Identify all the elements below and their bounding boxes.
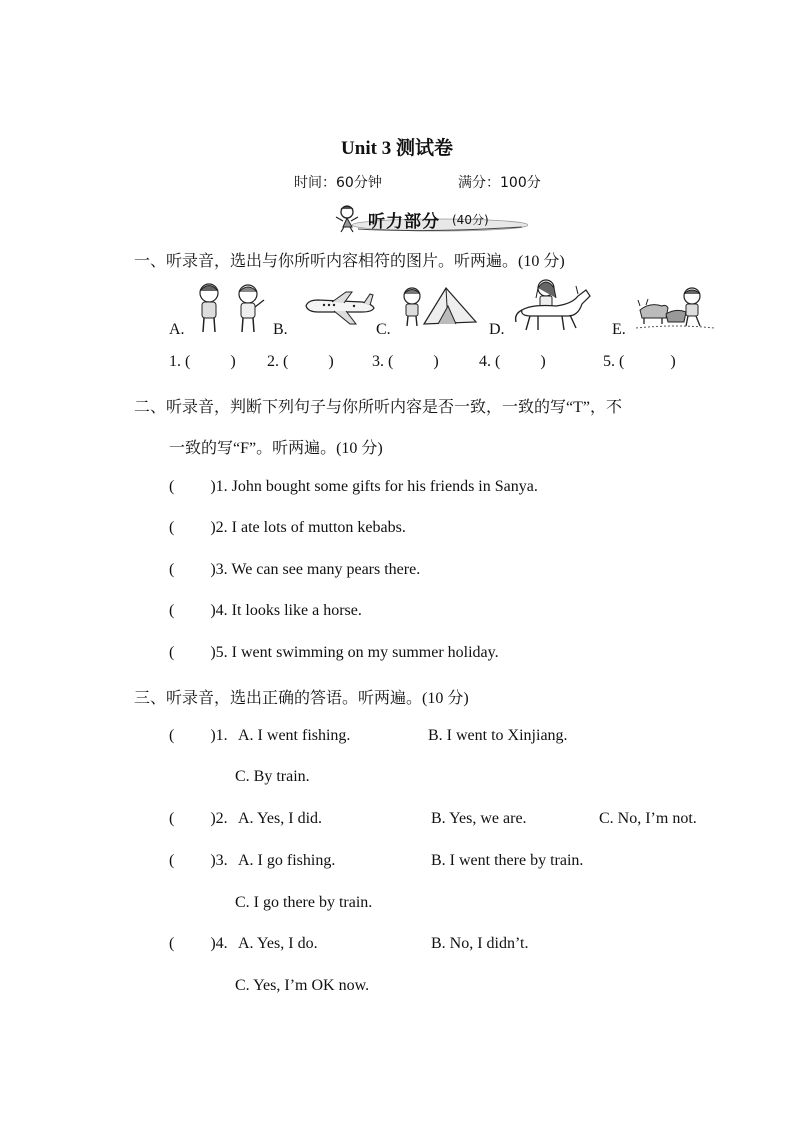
answer-blank-label: 5. ( xyxy=(603,353,625,370)
answer-blank-label: 1. ( xyxy=(169,353,191,370)
item-number: 1. xyxy=(215,727,228,744)
answer-paren[interactable]: ( ) xyxy=(169,935,216,952)
answer-blank-3[interactable]: 3. ( ) xyxy=(372,353,439,370)
true-false-item: ( )4. It looks like a horse. xyxy=(169,602,362,619)
picture-letter-c: C. xyxy=(376,321,391,338)
choice-item-4 xyxy=(169,935,228,953)
answer-paren[interactable]: ( ) xyxy=(169,478,216,495)
picture-letter-e: E. xyxy=(612,321,626,338)
answer-paren[interactable]: ( ) xyxy=(169,602,216,619)
answer-blank-label: 2. ( xyxy=(267,353,289,370)
true-false-item: ( )3. We can see many pears there. xyxy=(169,561,421,578)
mascot-icon xyxy=(330,203,364,233)
answer-blank-4[interactable]: 4. ( ) xyxy=(479,353,546,370)
option-a: A. I went fishing. xyxy=(238,727,351,744)
answer-blank-1[interactable]: 1. ( ) xyxy=(169,353,236,370)
option-a: A. Yes, I do. xyxy=(238,935,318,952)
choice-item-2 xyxy=(169,810,228,828)
true-false-item: ( )1. John bought some gifts for his friends in Sanya. xyxy=(169,478,538,495)
picture-letter-b: B. xyxy=(273,321,288,338)
item-number: 4. xyxy=(215,935,228,952)
true-false-item: ( )5. I went swimming on my summer holiday. xyxy=(169,644,499,661)
option-c: C. By train. xyxy=(235,768,310,785)
answer-paren[interactable]: ( ) xyxy=(169,810,216,827)
answer-blank-label: 3. ( xyxy=(372,353,394,370)
option-b: B. No, I didn’t. xyxy=(431,935,529,952)
time-limit: 时间：60分钟 xyxy=(294,175,382,191)
section2-heading-line2: 一致的写“F”。听两遍。(10 分) xyxy=(169,440,383,457)
option-b: B. I went there by train. xyxy=(431,852,584,869)
option-a: A. I go fishing. xyxy=(238,852,336,869)
true-false-item: ( )2. I ate lots of mutton kebabs. xyxy=(169,519,406,536)
answer-paren[interactable]: ( ) xyxy=(169,561,216,578)
listening-section-banner xyxy=(328,203,528,233)
choice-item-3 xyxy=(169,852,228,870)
option-b: B. Yes, we are. xyxy=(431,810,527,827)
section3-heading: 三、听录音，选出正确的答语。听两遍。(10 分) xyxy=(134,690,469,707)
boy-with-tent-icon xyxy=(398,284,480,328)
option-c: C. Yes, I’m OK now. xyxy=(235,977,370,994)
choice-item-1 xyxy=(169,727,228,745)
option-a: A. Yes, I did. xyxy=(238,810,323,827)
banner-title: 听力部分 xyxy=(368,212,440,232)
section1-heading: 一、听录音，选出与你所听内容相符的图片。听两遍。(10 分) xyxy=(134,253,565,270)
answer-blank-2[interactable]: 2. ( ) xyxy=(267,353,334,370)
boy-with-yaks-icon xyxy=(636,286,716,332)
answer-paren[interactable]: ( ) xyxy=(169,727,216,744)
section2-heading-line1: 二、听录音，判断下列句子与你所听内容是否一致，一致的写“T”，不 xyxy=(134,399,622,416)
picture-letter-d: D. xyxy=(489,321,505,338)
option-b: B. I went to Xinjiang. xyxy=(428,727,568,744)
banner-score: (40分) xyxy=(452,213,489,227)
answer-paren[interactable]: ( ) xyxy=(169,644,216,661)
item-number: 2. xyxy=(215,810,228,827)
airplane-icon xyxy=(302,290,376,326)
option-c: C. No, I’m not. xyxy=(599,810,697,827)
item-number: 3. xyxy=(215,852,228,869)
full-score: 满分：100分 xyxy=(458,175,541,191)
page-title: Unit 3 测试卷 xyxy=(341,138,453,159)
answer-paren[interactable]: ( ) xyxy=(169,852,216,869)
answer-blank-5[interactable]: 5. ( ) xyxy=(603,353,676,370)
answer-blank-label: 4. ( xyxy=(479,353,501,370)
girl-riding-horse-icon xyxy=(512,276,596,334)
option-c: C. I go there by train. xyxy=(235,894,373,911)
two-children-talking-icon xyxy=(192,280,272,336)
picture-letter-a: A. xyxy=(169,321,185,338)
answer-paren[interactable]: ( ) xyxy=(169,519,216,536)
